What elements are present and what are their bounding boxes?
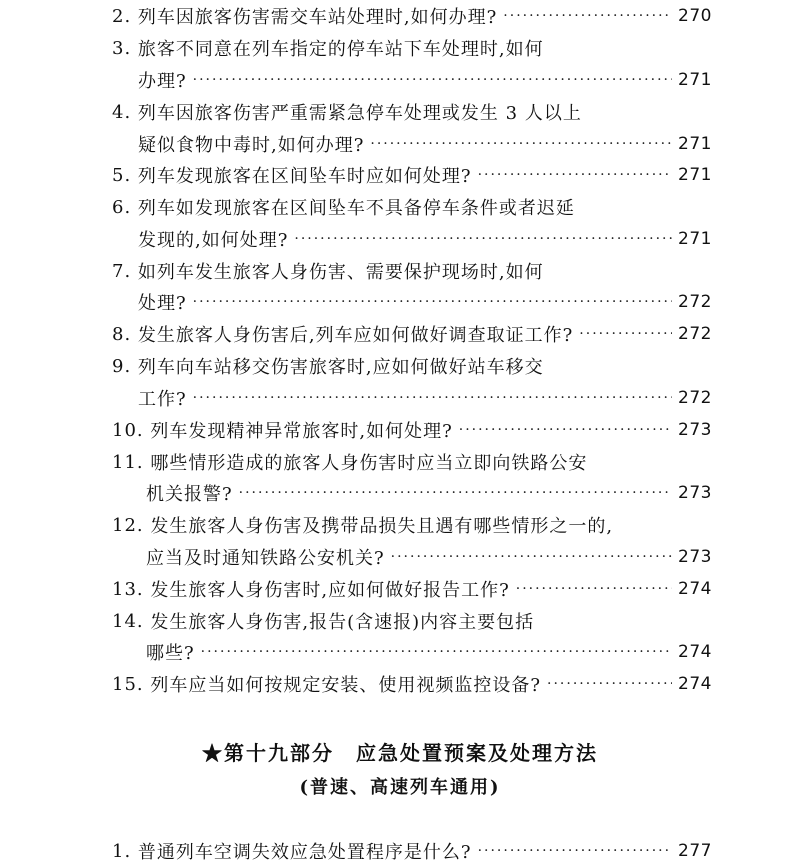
toc-page-number: 274 [678,642,712,662]
toc-entry-number: 4. [112,101,132,123]
leader-dots [294,231,672,247]
toc-entry-number: 2. [112,5,132,27]
toc-entry-11-cont[interactable] [146,478,712,508]
leader-dots [239,485,672,501]
section-subtitle: (普速、高速列车通用) [299,777,501,798]
leader-dots [193,72,672,88]
leader-dots [391,549,672,565]
toc-page-number: 271 [678,70,712,90]
toc-entry-text: 旅客不同意在列车指定的停车站下车处理时,如何 [137,39,544,60]
toc-entry-text-cont: 办理? [138,71,187,92]
toc-page-number: 274 [678,579,712,599]
toc-entry-9[interactable] [112,351,712,381]
toc-entry-text-cont: 应当及时通知铁路公安机关? [146,548,385,569]
toc-entry-number: 7. [112,260,132,282]
toc-entry-12-cont[interactable] [146,542,712,572]
toc-entry-number: 9. [112,355,132,377]
toc-page-number: 273 [678,483,712,503]
toc-entry-number: 13. [112,578,144,600]
toc-entry-number: 8. [112,323,132,345]
toc-entry-text: 列车因旅客伤害需交车站处理时,如何办理? [137,7,498,28]
leader-dots [579,326,672,342]
toc-page-number: 272 [678,324,712,344]
toc-entry-text: 列车因旅客伤害严重需紧急停车处理或发生 3 人以上 [137,103,582,124]
toc-entry-6[interactable] [112,192,712,222]
toc-entry-text: 发生旅客人身伤害后,列车应如何做好调查取证工作? [137,325,574,346]
leader-dots [516,581,672,597]
toc-entry-15[interactable] [112,669,712,699]
toc-entry-14-cont[interactable] [146,637,712,667]
toc-entry-number: 6. [112,196,132,218]
toc-entry-text-cont: 机关报警? [146,484,233,505]
toc-page-number: 274 [678,674,712,694]
toc-page-number: 272 [678,388,712,408]
toc-entry-text: 列车向车站移交伤害旅客时,应如何做好站车移交 [137,357,544,378]
leader-dots [370,136,672,152]
leader-dots [193,294,672,310]
toc-entry-text: 发生旅客人身伤害及携带品损失且遇有哪些情形之一的, [150,516,614,537]
toc-entry-text: 发生旅客人身伤害,报告(含速报)内容主要包括 [150,612,535,633]
toc-entry-10[interactable] [112,415,712,445]
toc-entry-11[interactable] [112,447,712,477]
toc-entry-text-cont: 发现的,如何处理? [138,230,289,251]
toc-entry-text: 列车如发现旅客在区间坠车不具备停车条件或者迟延 [137,198,575,219]
toc-entry-8[interactable] [112,319,712,349]
toc-entry-7-cont[interactable] [138,287,712,317]
toc-entry-text-cont: 处理? [138,293,187,314]
toc-entry-text: 列车发现精神异常旅客时,如何处理? [150,421,453,442]
toc-entry-text: 列车发现旅客在区间坠车时应如何处理? [137,166,472,187]
leader-dots [459,422,672,438]
toc-page-number: 273 [678,420,712,440]
toc-entry-text-cont: 哪些? [146,643,195,664]
toc-page-number: 273 [678,547,712,567]
toc-entry-12[interactable] [112,510,712,540]
toc-entry-text-cont: 工作? [138,389,187,410]
toc-entry-number: 1. [112,840,132,862]
toc-entry-3-cont[interactable] [138,65,712,95]
toc-entry-6-cont[interactable] [138,224,712,254]
toc-entry-text: 列车应当如何按规定安装、使用视频监控设备? [150,675,542,696]
leader-dots [478,167,672,183]
toc-entry-number: 12. [112,514,144,536]
toc-page-number: 271 [678,229,712,249]
leader-dots [193,390,672,406]
toc-entry-text-cont: 疑似食物中毒时,如何办理? [138,135,365,156]
toc-entry-text: 如列车发生旅客人身伤害、需要保护现场时,如何 [137,262,544,283]
toc-entry-text: 发生旅客人身伤害时,应如何做好报告工作? [150,580,510,601]
toc-entry-number: 11. [112,451,144,473]
leader-dots [547,676,672,692]
toc-page-number: 271 [678,165,712,185]
leader-dots [478,843,672,859]
toc-entry-5[interactable] [112,160,712,190]
toc-entry-13[interactable] [112,574,712,604]
toc-entry-4-cont[interactable] [138,129,712,159]
toc-entry-number: 3. [112,37,132,59]
toc-entry-next-1[interactable] [112,836,712,866]
leader-dots [201,644,672,660]
toc-entry-number: 15. [112,673,144,695]
toc-entry-14[interactable] [112,606,712,636]
toc-entry-4[interactable] [112,97,712,127]
toc-page-number: 270 [678,6,712,26]
section-title: ★第十九部分 应急处置预案及处理方法 [202,741,598,765]
toc-entry-number: 10. [112,419,144,441]
toc-entry-2[interactable] [112,1,712,31]
toc-entry-text: 哪些情形造成的旅客人身伤害时应当立即向铁路公安 [150,453,588,474]
toc-page-number: 272 [678,292,712,312]
toc-entry-7[interactable] [112,256,712,286]
toc-entry-3[interactable] [112,33,712,63]
toc-entry-number: 5. [112,164,132,186]
toc-page-number: 277 [678,841,712,861]
toc-entry-text: 普通列车空调失效应急处置程序是什么? [137,842,472,863]
leader-dots [503,8,672,24]
toc-entry-9-cont[interactable] [138,383,712,413]
toc-page-number: 271 [678,134,712,154]
toc-entry-number: 14. [112,610,144,632]
